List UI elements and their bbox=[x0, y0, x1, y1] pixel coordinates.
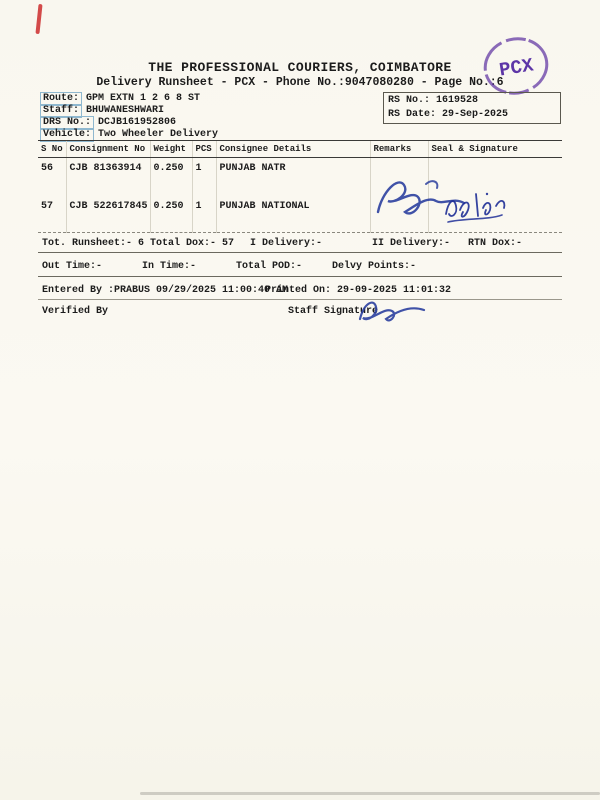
rtn-dox-label: RTN Dox:- bbox=[468, 238, 523, 249]
i-delivery-label: I Delivery:- bbox=[250, 238, 323, 249]
total-dox-label: Total Dox:- bbox=[150, 238, 217, 249]
col-consignment: Consignment No bbox=[66, 141, 150, 158]
table-header-row bbox=[38, 141, 562, 158]
seal-signature bbox=[438, 184, 510, 232]
cell-pcs: 1 bbox=[192, 158, 216, 196]
pcx-stamp bbox=[474, 32, 558, 100]
delvy-points-label: Delvy Points:- bbox=[332, 261, 417, 272]
divider-line bbox=[38, 252, 562, 253]
cell-pcs: 1 bbox=[192, 196, 216, 233]
document-subtitle: Delivery Runsheet - PCX - Phone No.:9047080280 - Page No.:6 bbox=[96, 76, 504, 89]
verified-by-label: Verified By bbox=[42, 306, 109, 317]
ii-delivery-label: II Delivery:- bbox=[372, 238, 451, 249]
vehicle-label: Vehicle: bbox=[40, 128, 94, 142]
red-pen-mark bbox=[35, 4, 42, 34]
company-title: THE PROFESSIONAL COURIERS, COIMBATORE bbox=[148, 60, 452, 75]
staff-signature-scribble bbox=[352, 293, 432, 329]
rs-info-box bbox=[383, 92, 561, 124]
in-time-label: In Time:- bbox=[142, 261, 197, 272]
vehicle-value: Two Wheeler Delivery bbox=[98, 129, 219, 140]
stamp-graphic bbox=[474, 32, 558, 100]
staff-value: BHUWANESHWARI bbox=[86, 105, 165, 116]
cell-consignee: PUNJAB NATR bbox=[216, 158, 370, 196]
drs-label: DRS No.: bbox=[40, 116, 94, 130]
cell-consignee: PUNJAB NATIONAL bbox=[216, 196, 370, 233]
col-remarks: Remarks bbox=[370, 141, 428, 158]
rs-no-value: 1619528 bbox=[436, 95, 479, 106]
total-pod-label: Total POD:- bbox=[236, 261, 303, 272]
rs-date-label: RS Date: bbox=[388, 109, 437, 120]
stamp-text: PCX bbox=[497, 54, 535, 82]
rs-no-label: RS No.: bbox=[388, 95, 431, 106]
totals-row bbox=[38, 238, 562, 251]
col-pcs: PCS bbox=[192, 141, 216, 158]
cell-consignment: CJB 522617845 bbox=[66, 196, 150, 233]
verified-row bbox=[38, 306, 562, 319]
staff-label: Staff: bbox=[40, 104, 82, 118]
cell-consignment: CJB 81363914 bbox=[66, 158, 150, 196]
divider-line bbox=[38, 299, 562, 300]
divider-line bbox=[38, 276, 562, 277]
rs-no-line bbox=[388, 94, 556, 108]
rs-date-value: 29-Sep-2025 bbox=[442, 109, 509, 120]
out-time-label: Out Time:- bbox=[42, 261, 103, 272]
rs-date-line bbox=[388, 108, 556, 122]
printed-on-text: Printed On: 29-09-2025 11:01:32 bbox=[265, 285, 452, 296]
route-value: GPM EXTN 1 2 6 8 ST bbox=[86, 93, 201, 104]
cell-sno: 56 bbox=[41, 163, 54, 174]
times-row bbox=[38, 261, 562, 274]
tot-runsheet-label: Tot. Runsheet:- bbox=[42, 238, 133, 249]
scan-edge-artifact bbox=[140, 792, 600, 795]
drs-value: DCJB161952806 bbox=[98, 117, 177, 128]
cell-sno: 57 bbox=[38, 196, 66, 233]
total-dox-value: 57 bbox=[222, 238, 235, 249]
cell-weight: 0.250 bbox=[150, 158, 192, 196]
entered-by-text: Entered By :PRABUS 09/29/2025 11:00:40 AM bbox=[42, 285, 289, 296]
col-weight: Weight bbox=[150, 141, 192, 158]
entered-row bbox=[38, 285, 562, 298]
staff-signature-label: Staff Signature bbox=[288, 306, 379, 317]
route-label: Route: bbox=[40, 92, 82, 106]
cell-weight: 0.250 bbox=[150, 196, 192, 233]
col-sno: S No bbox=[38, 141, 66, 158]
tot-runsheet-value: 6 bbox=[138, 238, 145, 249]
col-seal: Seal & Signature bbox=[428, 141, 562, 158]
col-consignee: Consignee Details bbox=[216, 141, 370, 158]
